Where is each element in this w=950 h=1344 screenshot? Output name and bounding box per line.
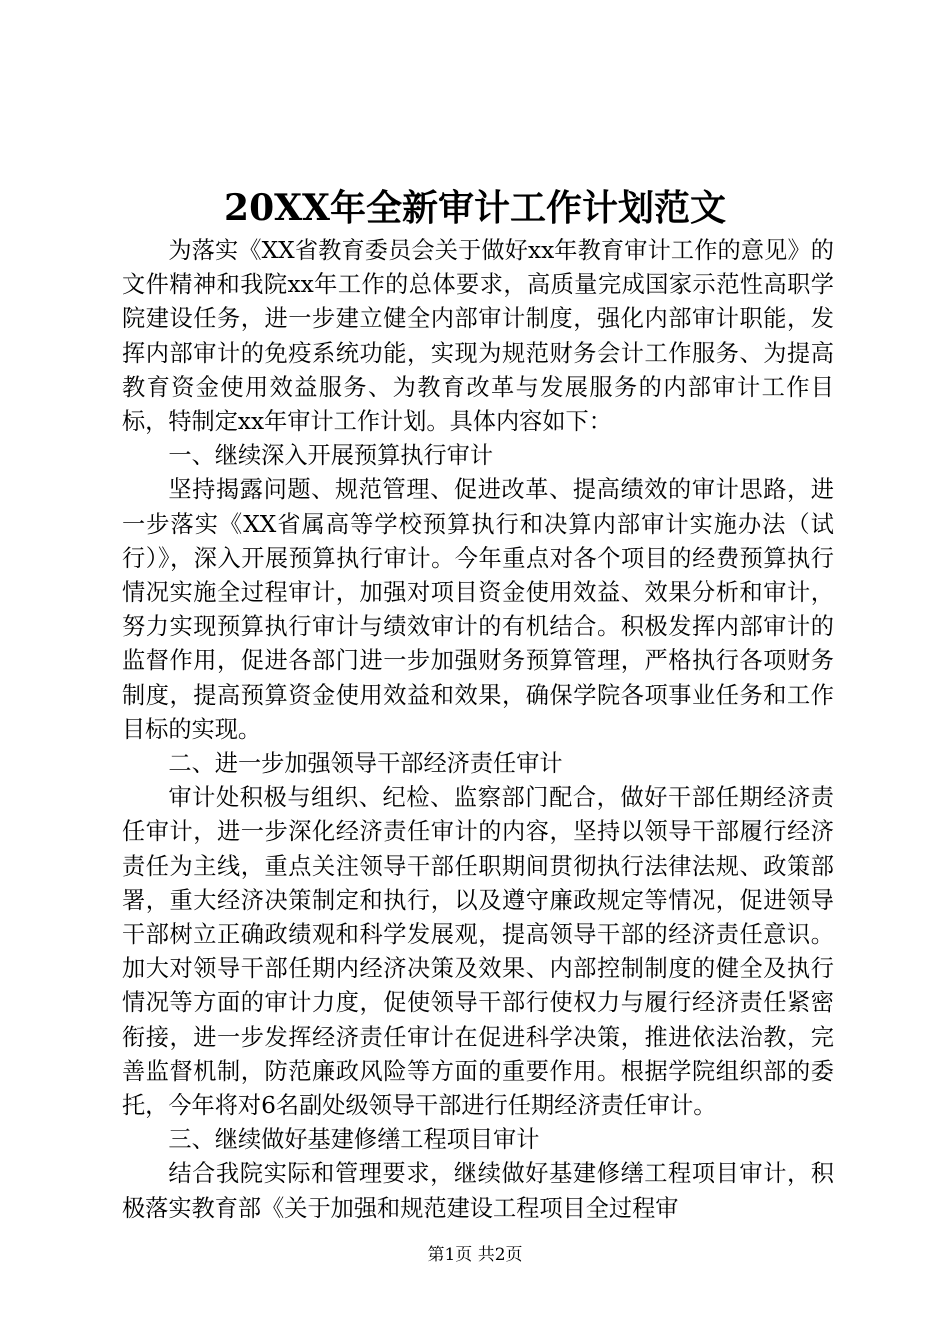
document-body xyxy=(122,234,834,1226)
section-heading-1: 一、继续深入开展预算执行审计 xyxy=(168,442,494,470)
section-heading-3: 三、继续做好基建修缮工程项目审计 xyxy=(168,1126,540,1154)
intro-paragraph: 为落实《XX省教育委员会关于做好xx年教育审计工作的意见》的文件精神和我院xx年工作的总体要求，高质量完成国家示范性高职学院建设任务，进一步建立健全内部审计制度，强化内部审计职能，发挥内部审计的免疫系统功能，实现为规范财务会计工作服务、为提高教育资金使用效益服务、为教育改革与发展服务的内部审计工作目标，特制定xx年审计工作计划。具体内容如下： xyxy=(122,237,834,436)
section-2-paragraph: 审计处积极与组织、纪检、监察部门配合，做好干部任期经济责任审计，进一步深化经济责任审计的内容，坚持以领导干部履行经济责任为主线，重点关注领导干部任职期间贯彻执行法律法规、政策部署，重大经济决策制定和执行，以及遵守廉政规定等情况，促进领导干部树立正确政绩观和科学发展观，提高领导干部的经济责任意识。加大对领导干部任期内经济决策及效果、内部控制制度的健全及执行情况等方面的审计力度，促使领导干部行使权力与履行经济责任紧密衔接，进一步发挥经济责任审计在促进科学决策，推进依法治教，完善监督机制，防范廉政风险等方面的重要作用。根据学院组织部的委托，今年将对6名副处级领导干部进行任期经济责任审计。 xyxy=(122,784,834,1120)
section-heading-2: 二、进一步加强领导干部经济责任审计 xyxy=(168,750,563,778)
page-footer: 第1页 共2页 xyxy=(427,1245,523,1265)
document-title: 20XX年全新审计工作计划范文 xyxy=(224,187,726,229)
section-3-paragraph: 结合我院实际和管理要求，继续做好基建修缮工程项目审计，积极落实教育部《关于加强和规范建设工程项目全过程审 xyxy=(122,1160,834,1222)
section-1-paragraph: 坚持揭露问题、规范管理、促进改革、提高绩效的审计思路，进一步落实《XX省属高等学校预算执行和决算内部审计实施办法（试行）》，深入开展预算执行审计。今年重点对各个项目的经费预算执行情况实施全过程审计，加强对项目资金使用效益、效果分析和审计，努力实现预算执行审计与绩效审计的有机结合。积极发挥内部审计的监督作用，促进各部门进一步加强财务预算管理，严格执行各项财务制度，提高预算资金使用效益和效果，确保学院各项事业任务和工作目标的实现。 xyxy=(122,476,834,743)
